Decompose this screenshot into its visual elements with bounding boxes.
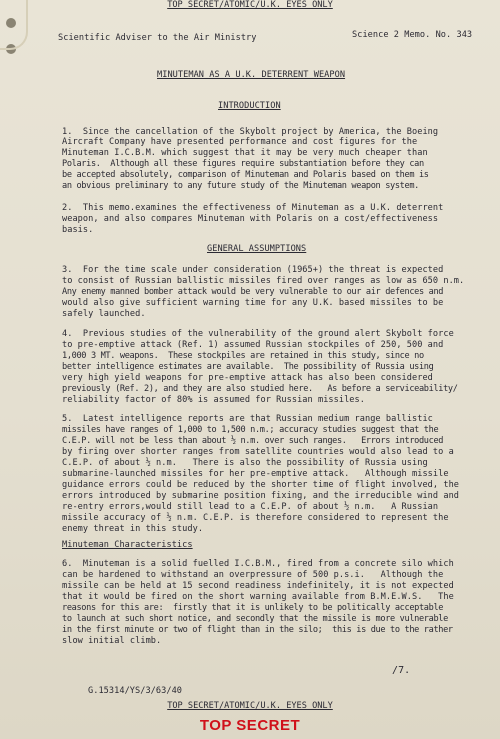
file-reference: G.15314/YS/3/63/40 [88, 686, 183, 696]
classification-bottom: TOP SECRET/ATOMIC/U.K. EYES ONLY [167, 701, 333, 711]
page-continuation: /7. [392, 665, 411, 676]
memo-from: Scientific Adviser to the Air Ministry [58, 33, 257, 43]
document-title: MINUTEMAN AS A U.K. DETERRENT WEAPON [157, 70, 346, 80]
top-secret-stamp: TOP SECRET [199, 717, 301, 734]
document-page: TOP SECRET/ATOMIC/U.K. EYES ONLY Scientific Adviser to the Air Ministry Science 2 Memo. No. 343 MINUTEMAN AS A U.K. DETERRENT WEAPON INTRODUCTION 1. Since the cancellation of the Skybolt project by America, the Boeing Aircraft Company have presented performance and cost figures for the Minuteman I.C.B.M. which suggest that it may be very much cheaper than Polaris. Although all these figures require substantiation before they can be accepted absolutely, comparison of Minuteman and Polaris based on them is an obvious preliminary to any future study of the Minuteman weapon system. 2. This memo.examines the effectiveness of Minuteman as a U.K. deterrent weapon, and also compares Minuteman with Polaris on a cost/effectiveness basis. GENERAL ASSUMPTIONS 3. For the time scale under consideration (1965+) the threat is expected to consist of Russian ballistic missiles fired over ranges as low as 650 n.m. Any enemy manned bomber attack would be very vulnerable to our air defences and would also give sufficient warning time for any U.K. based missiles to be safely launched. 4. Previous studies of the vulnerability of the ground alert Skybolt force to pre-emptive attack (Ref. 1) assumed Russian stockpiles of 250, 500 and 1,000 3 MT. weapons. These stockpiles are retained in this study, since no better intelligence estimates are available. The possibility of Russia using very high yield weapons for pre-emptive attack has also been considered previously (Ref. 2), and they are also studied here. As before a serviceability/ reliability factor of 80% is assumed for Russian missiles. 5. Latest intelligence reports are that Russian medium range ballistic missiles have ranges of 1,000 to 1,500 n.m.; accuracy studies suggest that the C.E.P. will not be less than about ½ n.m. over such ranges. Errors introduced by firing over shorter ranges from satellite countries would also lead to a C.E.P. of about ½ n.m. There is also the possibility of Russia using submarine-launched missiles for her pre-emptive attack. Although missile guidance errors could be reduced by the shorter time of flight involved, the errors introduced by submarine position fixing, and the irreducible wind and re-entry errors,would still lead to a C.E.P. of about ½ n.m. A Russian missile accuracy of ½ n.m. C.E.P. is therefore considered to represent the enemy threat in this study. Minuteman Characteristics 6. Minuteman is a solid fuelled I.C.B.M., fired from a concrete silo which can be hardened to withstand an overpressure of 500 p.s.i. Although the missile can be held at 15 second readiness indefinitely, it is not expected that it would be fired on the short warning available from B.M.E.W.S. The reasons for this are: firstly that it is unlikely to be politically acceptable to launch at such short notice, and secondly that the missile is more vulnerable in the first minute or two of flight than in the silo; this is due to the rather slow initial climb. /7. G.15314/YS/3/63/40 TOP SECRET/ATOMIC/U.K. EYES ONLY TOP SECRET [0, 0, 500, 739]
classification-top: TOP SECRET/ATOMIC/U.K. EYES ONLY [167, 0, 333, 10]
heading-introduction: INTRODUCTION [218, 101, 281, 111]
heading-general-assumptions: GENERAL ASSUMPTIONS [207, 244, 307, 254]
memo-reference: Science 2 Memo. No. 343 [352, 30, 473, 40]
heading-minuteman-characteristics: Minuteman Characteristics [62, 540, 193, 550]
